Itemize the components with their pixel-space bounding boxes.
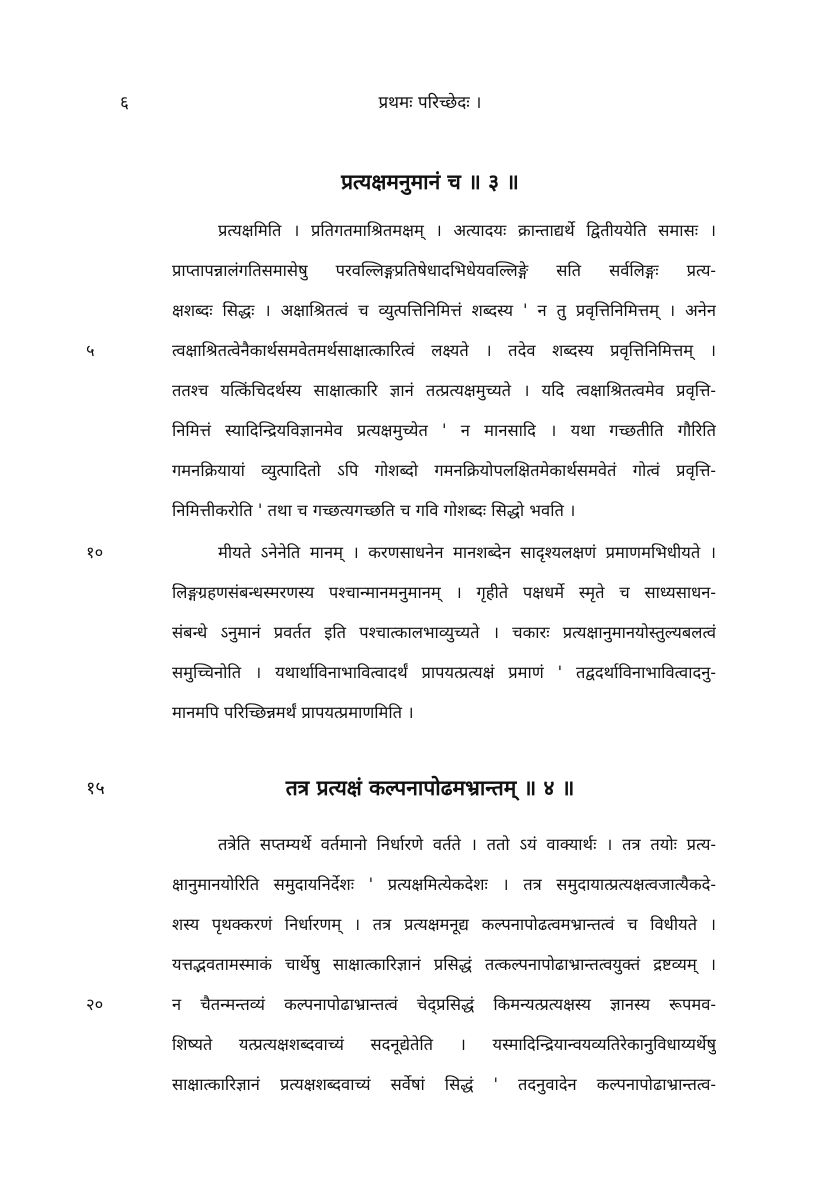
text-line: क्षशब्दः सिद्धः । अक्षाश्रितत्वं च व्युत्पत्तिनिमित्तं शब्दस्य ' न तु प्रवृत्तिनिमित्तम् । अनेन xyxy=(172,301,716,320)
text-line: यत्तद्भवतामस्माकं चार्थेषु साक्षात्कारिज्ञानं प्रसिद्धं तत्कल्पनापोढाभ्रान्तत्वयुक्तं द्रष्टव्यम् । xyxy=(172,955,716,974)
text-line: लिङ्गग्रहणसंबन्धस्मरणस्य पश्चान्मानमनुमानम् । गृहीते पक्षधर्मे स्मृते च साध्यसाधन- xyxy=(172,583,716,602)
page-header xyxy=(120,90,740,114)
text-line: न चैतन्मन्तव्यं कल्पनापोढाभ्रान्तत्वं चेद्प्रसिद्धं किमन्यत्प्रत्यक्षस्य ज्ञानस्य रूपमव- xyxy=(172,995,716,1014)
text-line: मीयते ऽनेनेति मानम् । करणसाधनेन मानशब्देन सादृश्यलक्षणं प्रमाणमभिधीयते । xyxy=(218,543,716,562)
text-line: क्षानुमानयोरिति समुदायनिर्देशः ' प्रत्यक्षमित्येकदेशः । तत्र समुदायात्प्रत्यक्षत्वजात्यैकदे- xyxy=(172,875,716,894)
text-line: प्रत्यक्षमिति । प्रतिगतमाश्रितमक्षम् । अत्यादयः क्रान्ताद्यर्थे द्वितीययेति समासः । xyxy=(218,221,716,240)
text-line: साक्षात्कारिज्ञानं प्रत्यक्षशब्दवाच्यं सर्वेषां सिद्धं ' तदनुवादेन कल्पनापोढाभ्रान्तत्व- xyxy=(172,1075,716,1094)
line-number-20: २० xyxy=(86,995,104,1014)
text-line: समुच्चिनोति । यथार्थाविनाभावित्वादर्थं प्रापयत्प्रत्यक्षं प्रमाणं ' तद्वदर्थाविनाभावित्वादनु- xyxy=(172,663,716,682)
line-number-10: १० xyxy=(86,543,104,562)
text-line: निमित्तीकरोति ' तथा च गच्छत्यगच्छति च गवि गोशब्दः सिद्धो भवति । xyxy=(172,501,576,520)
line-number-15: १५ xyxy=(86,778,105,799)
line-number-5: ५ xyxy=(86,341,95,360)
page-number: ६ xyxy=(120,93,129,113)
text-line: तत्रेति सप्तम्यर्थे वर्तमानो निर्धारणे वर्तते । ततो ऽयं वाक्यार्थः । तत्र तयोः प्रत्य- xyxy=(218,835,716,854)
text-line: प्राप्तापन्नालंगतिसमासेषु परवल्लिङ्गप्रतिषेधादभिधेयवल्लिङ्गे सति सर्वलिङ्गः प्रत्य- xyxy=(172,261,716,280)
text-line: शस्य पृथक्करणं निर्धारणम् । तत्र प्रत्यक्षमनूद्य कल्पनापोढत्वमभ्रान्तत्वं च विधीयते । xyxy=(172,915,716,934)
sutra-heading-3: प्रत्यक्षमनुमानं च ॥ ३ ॥ xyxy=(341,169,519,194)
text-line: गमनक्रियायां व्युत्पादितो ऽपि गोशब्दो गमनक्रियोपलक्षितमेकार्थसमवेतं गोत्वं प्रवृत्ति- xyxy=(172,461,716,480)
text-line: ततश्च यत्किंचिदर्थस्य साक्षात्कारि ज्ञानं तत्प्रत्यक्षमुच्यते । यदि त्वक्षाश्रितत्वमेव प्रवृत्ति- xyxy=(172,381,716,400)
text-line: मानमपि परिच्छिन्नमर्थं प्रापयत्प्रमाणमिति । xyxy=(172,703,414,722)
text-line: शिष्यते यत्प्रत्यक्षशब्दवाच्यं सदनूद्येतेति । यस्मादिन्द्रियान्वयव्यतिरेकानुविधाय्यर्थेषु xyxy=(172,1035,716,1054)
text-line: त्वक्षाश्रितत्वेनैकार्थसमवेतमर्थसाक्षात्कारित्वं लक्ष्यते । तदेव शब्दस्य प्रवृत्तिनिमित्तम् । xyxy=(172,341,716,360)
text-line: संबन्धे ऽनुमानं प्रवर्तत इति पश्चात्कालभाव्युच्यते । चकारः प्रत्यक्षानुमानयोस्तुल्यबलत्वं xyxy=(172,623,716,642)
chapter-title: प्रथमः परिच्छेदः । xyxy=(378,93,482,113)
text-line: निमित्तं स्यादिन्द्रियविज्ञानमेव प्रत्यक्षमुच्येत ' न मानसादि । यथा गच्छतीति गौरिति xyxy=(172,421,716,440)
sutra-heading-4: तत्र प्रत्यक्षं कल्पनापोढमभ्रान्तम् ॥ ४ ॥ xyxy=(285,775,575,800)
